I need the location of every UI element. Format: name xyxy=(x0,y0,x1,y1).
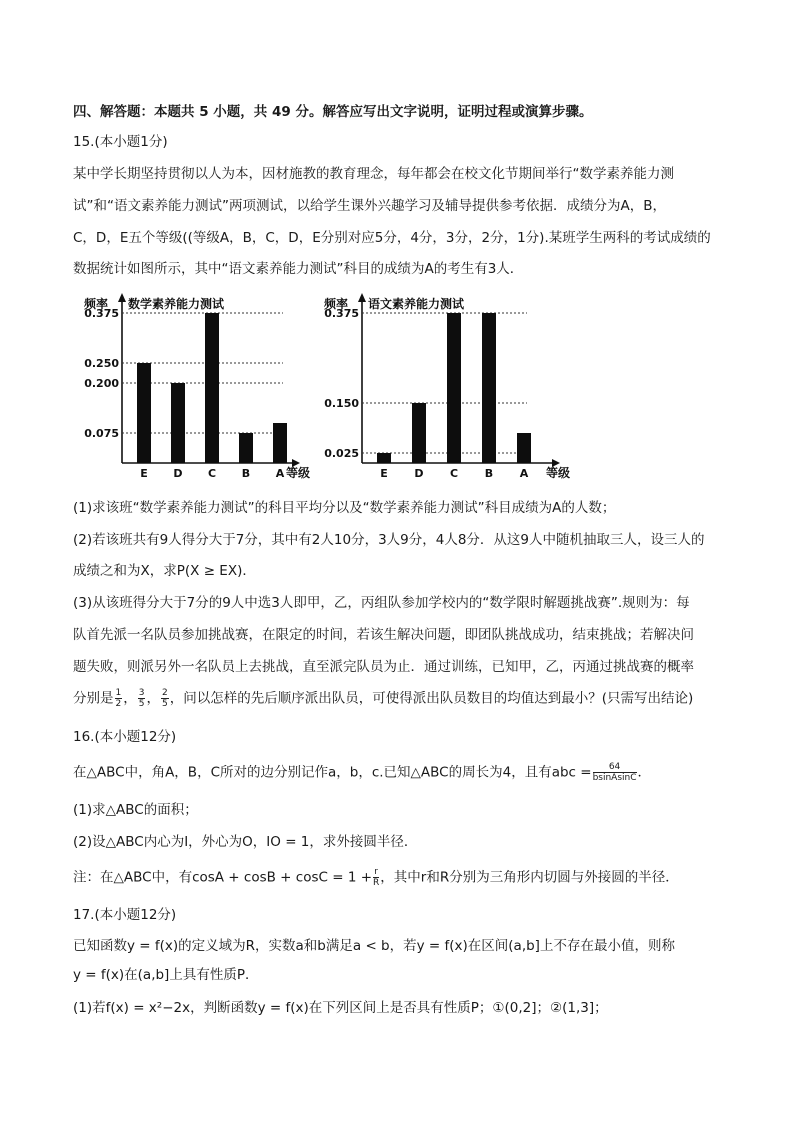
section-header: 四、解答题：本题共 5 小题，共 49 分。解答应写出文字说明，证明过程或演算步骤。 xyxy=(73,104,593,120)
x-axis-label: 等级 xyxy=(286,466,311,480)
q17-heading: 17.(本小题12分) xyxy=(73,907,177,923)
bar-C xyxy=(447,313,461,463)
q15-part3-line: 队首先派一名队员参加挑战赛，在限定的时间，若该生解决问题，即团队挑战成功，结束挑战；若解决问 xyxy=(73,627,694,643)
x-tick-label: E xyxy=(140,467,148,480)
y-axis-label: 频率 xyxy=(324,297,349,311)
x-tick-label: B xyxy=(241,467,251,480)
x-tick-label: D xyxy=(414,467,424,480)
y-axis-arrow xyxy=(118,293,126,302)
bar-D xyxy=(171,383,185,463)
x-tick-label: B xyxy=(484,467,494,480)
q15-part1: (1)求该班“数学素养能力测试”的科目平均分以及“数学素养能力测试”科目成绩为A的人数； xyxy=(73,500,616,516)
q15-intro-line: 试”和“语文素养能力测试”两项测试，以给学生课外兴趣学习及辅导提供参考依据．成绩分为A，B， xyxy=(73,198,666,214)
q16-stem-frac: $\frac{64}{\text{bsinAsinC}}$ xyxy=(592,762,637,783)
bar-B xyxy=(239,433,253,463)
bar-C xyxy=(205,313,219,463)
q15-part3-prefix: 分别是 xyxy=(73,690,114,707)
q15-intro-line: 某中学长期坚持贯彻以人为本，因材施教的教育理念，每年都会在校文化节期间举行“数学素养能力测 xyxy=(73,166,674,182)
y-tick-label: 0.075 xyxy=(84,427,119,440)
prob-frac-2: $\frac{3}{5}$ xyxy=(138,688,145,709)
y-tick-label: 0.250 xyxy=(84,357,119,370)
q17-part1: (1)若f(x) = x²−2x，判断函数y = f(x)在下列区间上是否具有性质P；①(0,2]；②(1,3]； xyxy=(73,1000,608,1016)
math-chart xyxy=(82,288,311,480)
prob-frac-1: $\frac{1}{2}$ xyxy=(115,688,122,709)
x-axis-label: 等级 xyxy=(546,466,571,480)
q15-heading: 15.(本小题1分) xyxy=(73,134,168,150)
prob-frac-3: $\frac{2}{5}$ xyxy=(161,688,168,709)
q15-intro-line: 数据统计如图所示，其中“语文素养能力测试”科目的成绩为A的考生有3人． xyxy=(73,261,524,277)
x-tick-label: D xyxy=(173,467,183,480)
q16-heading: 16.(本小题12分) xyxy=(73,729,177,745)
q16-part1: (1)求△ABC的面积； xyxy=(73,802,198,818)
q15-part3-line: 题失败，则派另外一名队员上去挑战，直至派完队员为止．通过训练，已知甲，乙，丙通过挑战赛的概率 xyxy=(73,659,694,675)
q16-part2: (2)设△ABC内心为I，外心为O，IO = 1，求外接圆半径． xyxy=(73,834,418,850)
q15-part2-line: (2)若该班共有9人得分大于7分，其中有2人10分，3人9分，4人8分．从这9人中随机抽取三人，设三人的 xyxy=(73,532,705,548)
q16-note-frac: $\frac{r}{R}$ xyxy=(373,867,380,888)
chart-title: 数学素养能力测试 xyxy=(128,297,225,311)
y-tick-label: 0.375 xyxy=(324,307,359,320)
q15-part3-last-line: 分别是 $\frac{1}{2}$ ， $\frac{3}{5}$ ， $\frac{2}{5}$ ，问以怎样的先后顺序派出队员，可使得派出队员数目的均值达到最小？(只需写出结论) xyxy=(73,688,694,709)
y-axis-arrow xyxy=(358,293,366,302)
x-tick-label: A xyxy=(275,467,285,480)
q16-stem: 在△ABC中，角A，B，C所对的边分别记作a，b，c.已知△ABC的周长为4，且有abc = $\frac{64}{\text{bsinAsinC}}$ ． xyxy=(73,762,652,783)
chart-title: 语文素养能力测试 xyxy=(368,297,465,311)
chinese-chart xyxy=(322,288,571,480)
y-tick-label: 0.025 xyxy=(324,447,359,460)
x-tick-label: C xyxy=(207,467,217,480)
x-tick-label: A xyxy=(519,467,529,480)
bar-D xyxy=(412,403,426,463)
q17-stem-line: 已知函数y = f(x)的定义域为R，实数a和b满足a < b，若y = f(x)在区间(a,b]上不存在最小值，则称 xyxy=(73,938,675,954)
bar-E xyxy=(377,453,391,463)
q15-part3-line: (3)从该班得分大于7分的9人中选3人即甲，乙，丙组队参加学校内的“数学限时解题挑战赛”.规则为：每 xyxy=(73,595,690,611)
y-tick-label: 0.200 xyxy=(84,377,119,390)
x-tick-label: E xyxy=(380,467,388,480)
y-tick-label: 0.375 xyxy=(84,307,119,320)
x-tick-label: C xyxy=(449,467,459,480)
q17-stem-line: y = f(x)在(a,b]上具有性质P． xyxy=(73,967,259,983)
q15-part3-suffix: 问以怎样的先后顺序派出队员，可使得派出队员数目的均值达到最小？(只需写出结论) xyxy=(183,690,694,707)
q15-intro-line: C，D，E五个等级((等级A，B，C，D，E分别对应5分，4分，3分，2分，1分).某班学生两科的考试成绩的 xyxy=(73,230,711,246)
q15-part2-line: 成绩之和为X，求P(X ≥ EX)． xyxy=(73,563,256,579)
bar-E xyxy=(137,363,151,463)
bar-A xyxy=(517,433,531,463)
y-tick-label: 0.150 xyxy=(324,397,359,410)
q16-note: 注：在△ABC中，有cosA + cosB + cosC = 1 + $\frac{r}{R}$ ，其中r和R分别为三角形内切圆与外接圆的半径． xyxy=(73,867,679,888)
bar-A xyxy=(273,423,287,463)
y-axis-label: 频率 xyxy=(84,297,109,311)
bar-B xyxy=(482,313,496,463)
